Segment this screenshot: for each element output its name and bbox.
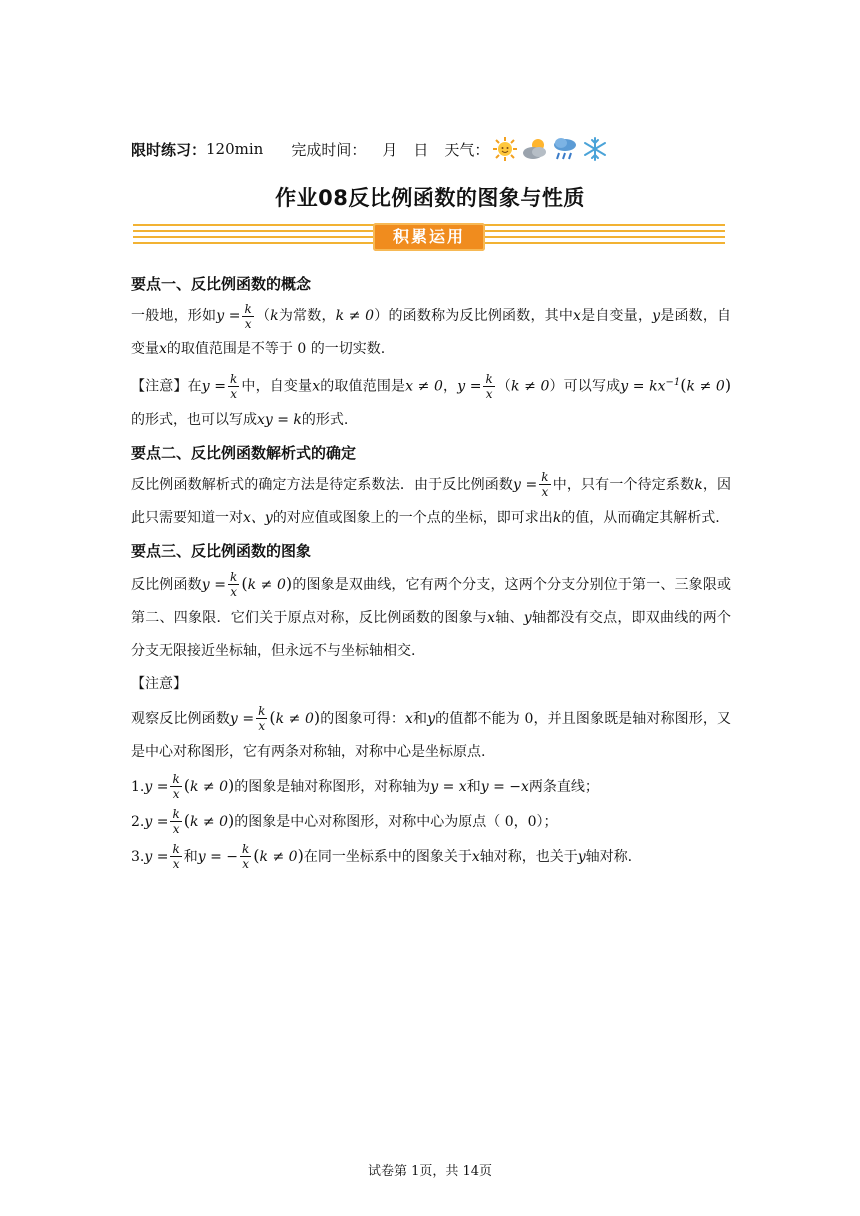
document-body: [131, 268, 731, 874]
snowflake-icon: [581, 136, 609, 162]
paragraph-graph: 反比例函数y = $\frac{k}{x}$ (k ≠ 0)的图象是双曲线，它有两个分支，这两个分支分别位于第一、三象限或第二、四象限．它们关于原点对称，反比例函数的图象与x轴、y轴都没有交点，即双曲线的两个分支无限接近坐标轴，但永远不与坐标轴相交.: [131, 570, 732, 659]
section-heading-2: 要点二、反比例函数解析式的确定: [131, 443, 357, 462]
month-label: 月: [382, 140, 398, 159]
sunny-icon: [491, 136, 519, 162]
weather-icons: [491, 136, 609, 162]
list-item-3: 3.y = $\frac{k}{x}$ 和y = − $\frac{k}{x}$ (k ≠ 0)在同一坐标系中的图象关于x轴对称，也关于y轴对称.: [131, 842, 633, 872]
fraction-k-over-x: $\frac{k}{x}$: [244, 301, 252, 331]
page-title: 作业08反比例函数的图象与性质: [275, 186, 585, 210]
rain-icon: [551, 136, 579, 162]
section-heading-1: 要点一、反比例函数的概念: [131, 275, 312, 293]
paragraph-definition: 一般地，形如y = $\frac{k}{x}$ （k为常数，k ≠ 0）的函数称为反比例函数，其中x是自变量，y是函数，自变量x的取值范围是不等于 0 的一切实数.: [131, 301, 732, 357]
list-item-1: 1.y = $\frac{k}{x}$ (k ≠ 0)的图象是轴对称图形，对称轴为y = x和y = −x两条直线；: [131, 772, 599, 802]
practice-header: [131, 136, 609, 162]
list-item-2: 2.y = $\frac{k}{x}$ (k ≠ 0)的图象是中心对称图形，对称中心为原点（ 0，0）；: [131, 807, 558, 837]
section-heading-3: 要点三、反比例函数的图象: [131, 541, 312, 560]
time-limit-label: 限时练习：: [131, 140, 207, 159]
section-banner: [133, 222, 725, 252]
note-heading-2: 【注意】: [131, 675, 187, 692]
note-paragraph-2: 观察反比例函数y = $\frac{k}{x}$ (k ≠ 0)的图象可得：x和y的值都不能为 0，并且图象既是轴对称图形，又是中心对称图形，它有两条对称轴，对称中心是坐标原点.: [131, 704, 732, 760]
paragraph-determination: 反比例函数解析式的确定方法是待定系数法．由于反比例函数y = $\frac{k}{x}$ 中，只有一个待定系数k，因此只需要知道一对x、y的对应值或图象上的一个点的坐标，即可求出k的值，从而确定其解析式.: [131, 470, 732, 526]
day-label: 日: [413, 140, 429, 159]
banner-label: 积累运用: [373, 223, 485, 251]
weather-label: 天气：: [444, 140, 490, 159]
finish-time-label: 完成时间：: [291, 140, 367, 159]
page-footer: 试卷第 1页，共 14页: [367, 1164, 493, 1179]
partly-cloudy-icon: [521, 136, 549, 162]
note-paragraph-1: 【注意】在y = $\frac{k}{x}$ 中，自变量x的取值范围是x ≠ 0，y = $\frac{k}{x}$ （k ≠ 0）可以写成$y = kx^{-1}(k \ne 0)$的形式，也可以写成xy = k的形式.: [131, 372, 732, 428]
time-limit-value: 120min: [206, 140, 264, 158]
